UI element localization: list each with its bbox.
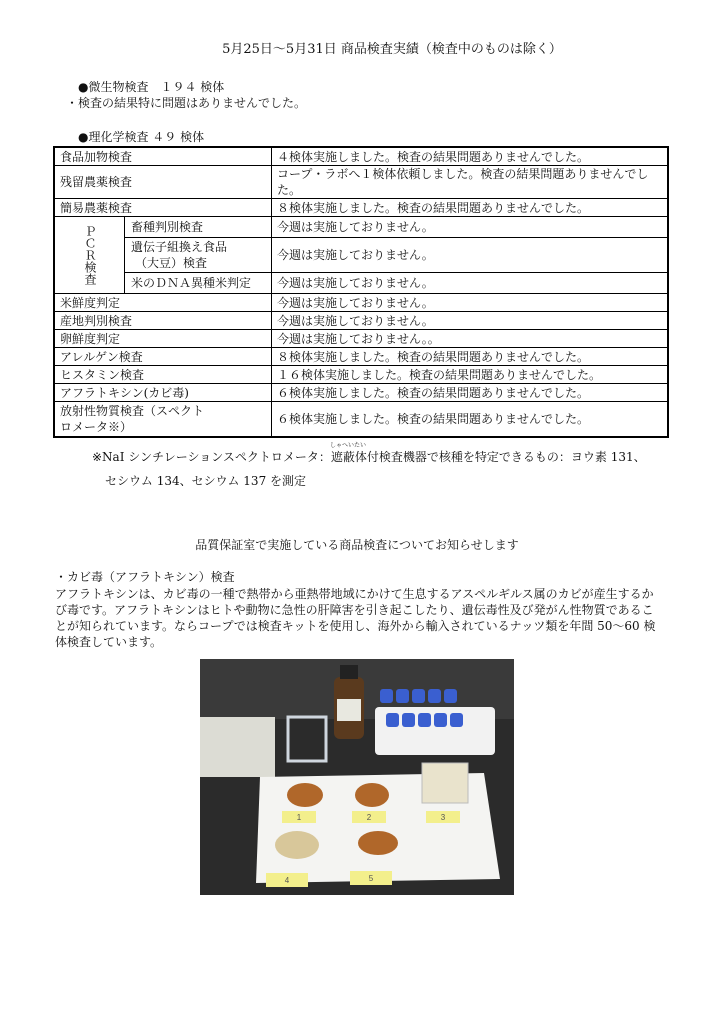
- row-name: 食品加物検査: [54, 147, 272, 166]
- section-subtitle: ・カビ毒（アフラトキシン）検査: [55, 570, 235, 584]
- row-name: [54, 402, 272, 438]
- photo-label-2: 2: [366, 813, 372, 822]
- row-result: 今週は実施しておりません。: [272, 294, 669, 312]
- micro-heading: ●微生物検査 １９４ 検体: [78, 80, 225, 94]
- row-name: 米のＤＮＡ異種米判定: [125, 273, 272, 294]
- note-line1: ※NaI シンチレーションスペクトロメータ：遮蔽体付検査機器で核種を特定できるもの：ヨウ素 131、: [92, 450, 646, 464]
- row-result: １６検体実施しました。検査の結果問題ありませんでした。: [272, 366, 669, 384]
- table-row: [54, 238, 668, 273]
- pcr-group-label: [54, 217, 125, 294]
- row-name: 米鮮度判定: [54, 294, 272, 312]
- table-row: [54, 384, 668, 402]
- row-name: 簡易農薬検査: [54, 199, 272, 217]
- row-name: アレルゲン検査: [54, 348, 272, 366]
- table-row: [54, 348, 668, 366]
- table-row: [54, 166, 668, 199]
- row-result: ８検体実施しました。検査の結果問題ありませんでした。: [272, 199, 669, 217]
- row-result: ８検体実施しました。検査の結果問題ありませんでした。: [272, 348, 669, 366]
- row-result: 今週は実施しておりません。: [272, 217, 669, 238]
- photo-label-1: 1: [296, 813, 302, 822]
- row-result: ６検体実施しました。検査の結果問題ありませんでした。: [272, 402, 669, 438]
- table-row: [54, 330, 668, 348]
- row-result: 今週は実施しておりません。: [272, 312, 669, 330]
- table-row: [54, 366, 668, 384]
- row-result: コープ・ラボへ１検体依頼しました。検査の結果問題ありませんでした。: [272, 166, 669, 199]
- section-body: アフラトキシンは、カビ毒の一種で熱帯から亜熱帯地域にかけて生息するアスペルギルス属のカビが産生するかび毒です。アフラトキシンはヒトや動物に急性の肝障害を引き起こしたり、遺伝毒性及び発がん性物質であることが知られています。ならコープでは検査キットを使用し、海外から輸入されているナッツ類を年間 50～60 検体検査しています。: [55, 587, 656, 649]
- row-name: 残留農薬検査: [54, 166, 272, 199]
- photo-label-4: 4: [284, 876, 290, 885]
- row-name: 卵鮮度判定: [54, 330, 272, 348]
- row-result: 今週は実施しておりません。。: [272, 330, 669, 348]
- table-row: [54, 147, 668, 166]
- row-result: ４検体実施しました。検査の結果問題ありませんでした。: [272, 147, 669, 166]
- table-row: [54, 199, 668, 217]
- note-line2: セシウム 134、セシウム 137 を測定: [105, 474, 307, 488]
- row-name: アフラトキシン(カビ毒): [54, 384, 272, 402]
- shaker-device: [200, 717, 275, 777]
- photo-label-5: 5: [368, 874, 374, 883]
- row-name-line2: （大豆）検査: [135, 256, 208, 270]
- row-name-line1: 放射性物質検査（スペクト: [60, 404, 205, 418]
- ruby-annotation: しゃへいたい: [330, 442, 367, 449]
- row-name: 産地判別検査: [54, 312, 272, 330]
- row-name-line1: 遺伝子組換え食品: [131, 240, 228, 254]
- table-row: [54, 294, 668, 312]
- page-title: 5月25日～5月31日 商品検査実績（検査中のものは除く）: [222, 42, 562, 57]
- photo-label-3: 3: [440, 813, 446, 822]
- pcr-label: ＰＣＲ検査: [83, 225, 97, 285]
- photo-illustration: [200, 659, 514, 895]
- row-name: 畜種判別検査: [125, 217, 272, 238]
- inspection-photo: [200, 659, 514, 895]
- section-title: 品質保証室で実施している商品検査についてお知らせします: [195, 538, 519, 552]
- results-table: [53, 146, 669, 438]
- row-name: [125, 238, 272, 273]
- table-row: [54, 402, 668, 438]
- table-row: [54, 273, 668, 294]
- row-result: 今週は実施しておりません。: [272, 273, 669, 294]
- row-result: ６検体実施しました。検査の結果問題ありませんでした。: [272, 384, 669, 402]
- table-row: [54, 312, 668, 330]
- row-name: ヒスタミン検査: [54, 366, 272, 384]
- row-result: 今週は実施しておりません。: [272, 238, 669, 273]
- table-row: [54, 217, 668, 238]
- physchem-heading: ●理化学検査 ４９ 検体: [78, 130, 205, 144]
- micro-result: ・検査の結果特に問題はありませんでした。: [66, 96, 307, 110]
- row-name-line2: ロメータ※）: [60, 420, 133, 434]
